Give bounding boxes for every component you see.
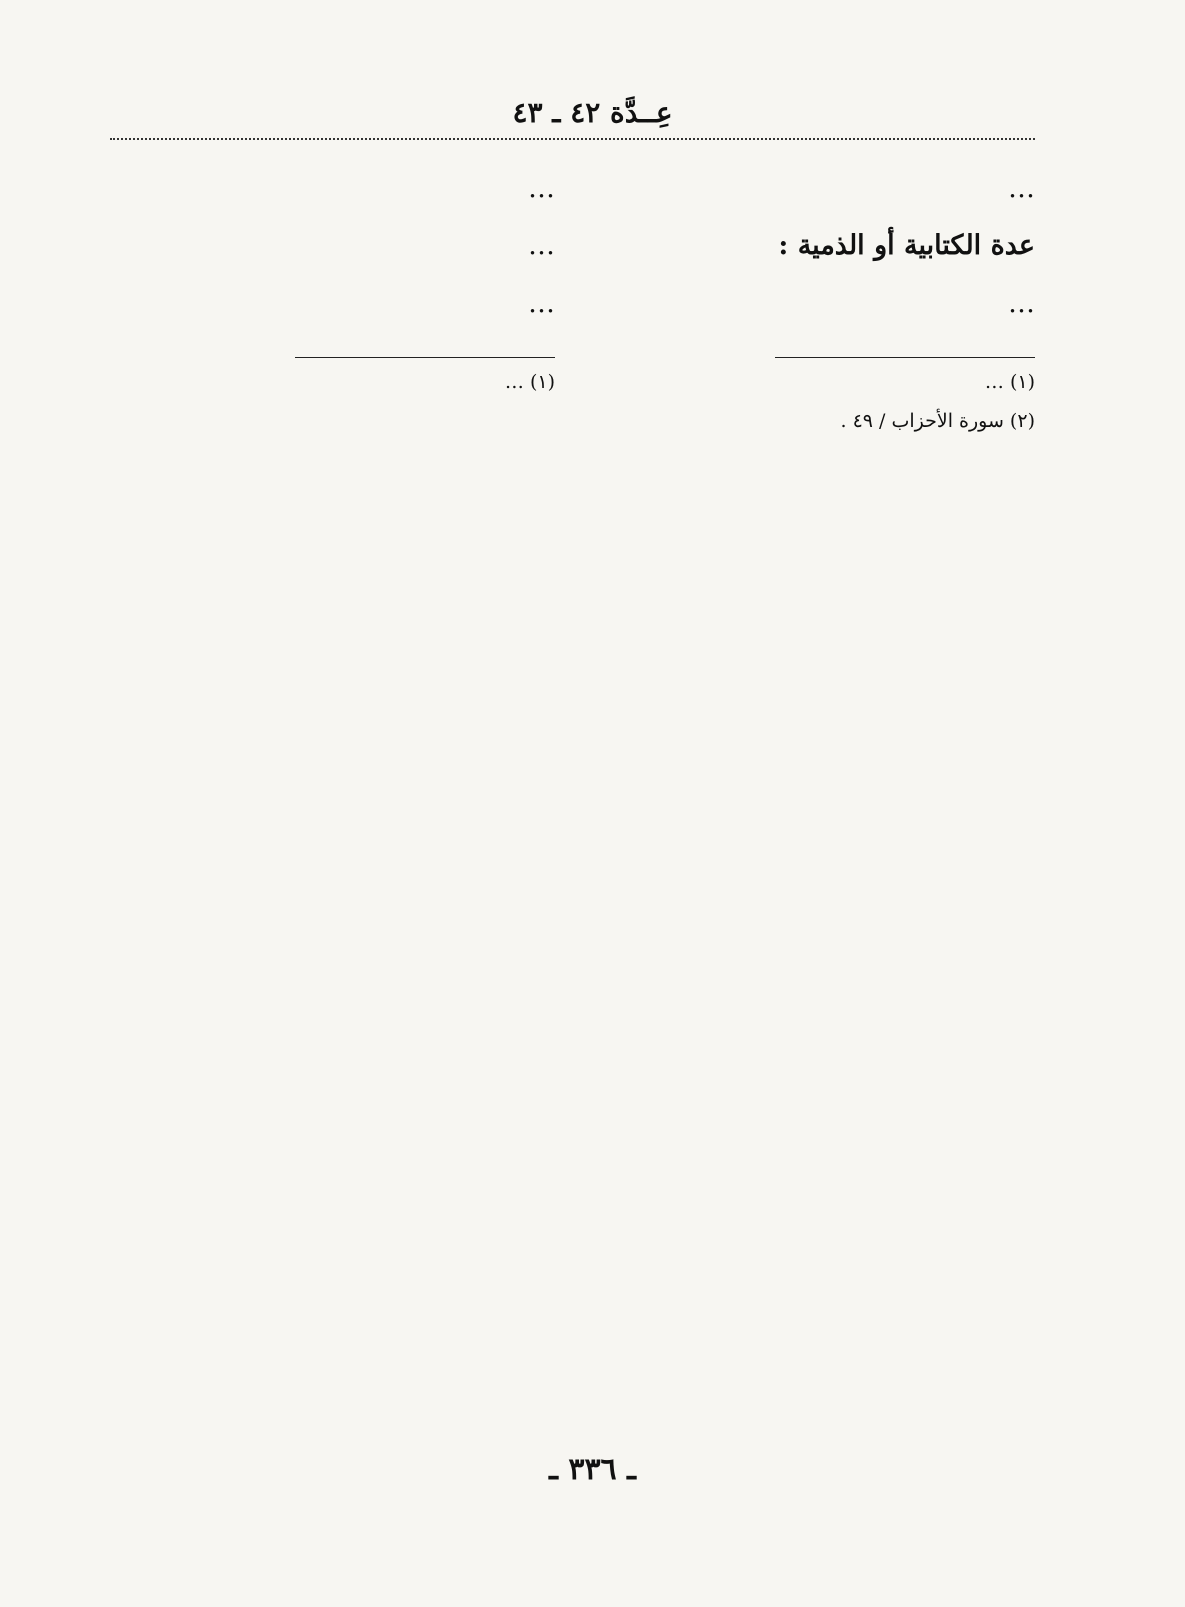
header-dotted-rule [110, 138, 1035, 140]
right-paragraph-1: … [1008, 173, 1035, 204]
right-paragraph-2: … [1008, 287, 1035, 319]
page-number: ـ ٣٣٦ ـ [549, 1452, 636, 1487]
section-heading: عدة الكتابية أو الذمية : [778, 230, 1035, 262]
right-footnote-rule [775, 357, 1035, 358]
right-footnote-2: (٢) سورة الأحزاب / ٤٩ . [840, 410, 1035, 433]
left-paragraph-3: … [528, 287, 555, 319]
right-column [595, 165, 1035, 447]
left-column [115, 165, 555, 407]
left-footnote-rule [295, 357, 555, 358]
right-footnote-1: (١) … [984, 370, 1035, 393]
left-paragraph-2: … [528, 230, 555, 262]
running-header: عِــدَّة ٤٢ ـ ٤٣ [512, 96, 673, 129]
left-paragraph-1: … [528, 173, 555, 204]
left-footnote-1: (١) … [504, 370, 555, 393]
